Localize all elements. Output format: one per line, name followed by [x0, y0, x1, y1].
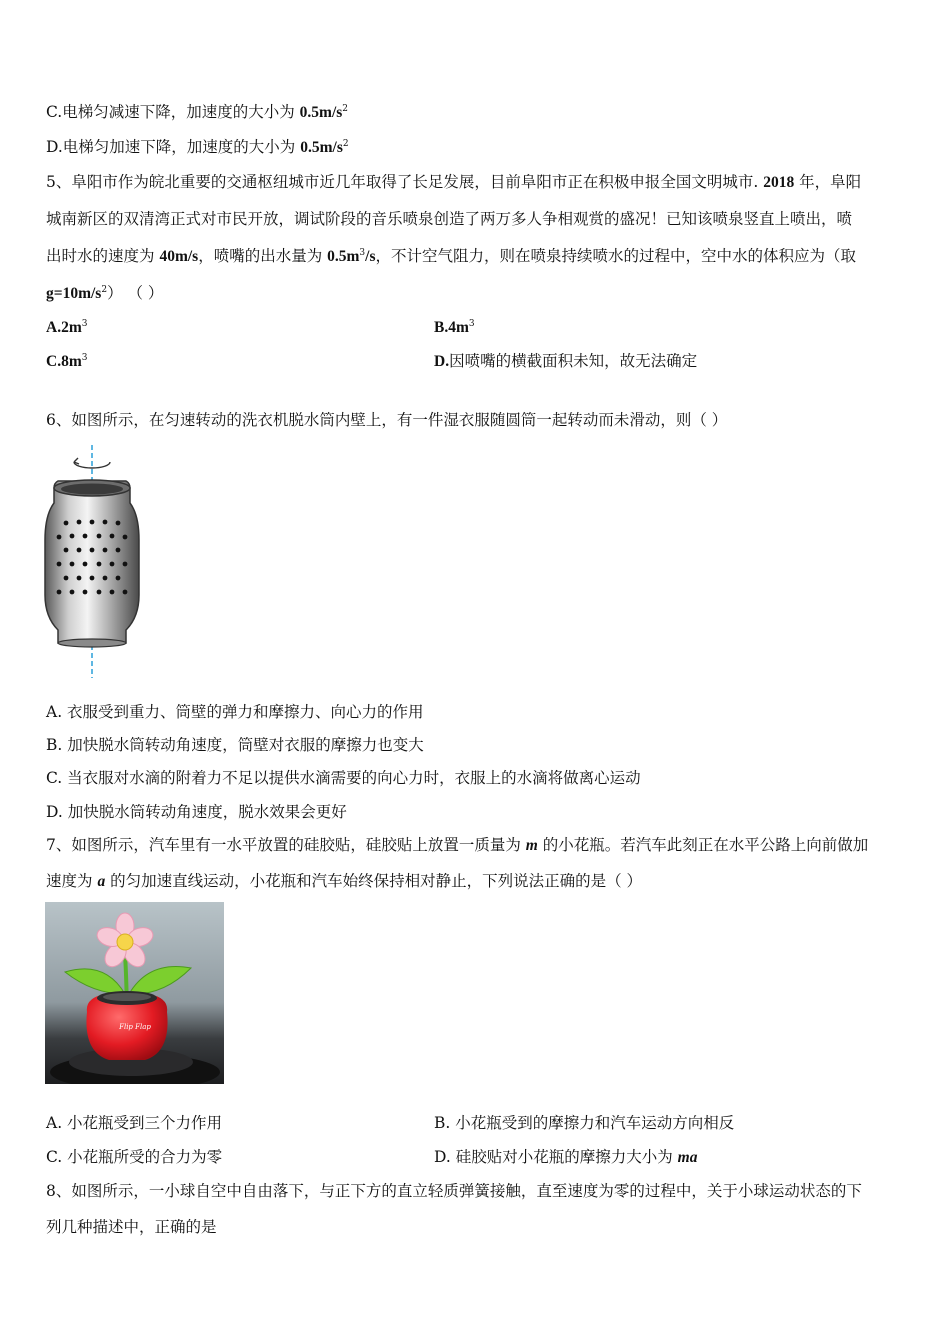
q6-option-c: C. 当衣服对水滴的附着力不足以提供水滴需要的向心力时，衣服上的水滴将做离心运动	[46, 769, 641, 787]
q5-stem-line-2: 城南新区的双清湾正式对市民开放，调试阶段的音乐喷泉创造了两万多人争相观赏的盛况！已知该喷泉竖直上喷出，喷	[46, 210, 853, 228]
q4-option-d: D.电梯匀加速下降，加速度的大小为 $0.5m/s^2$	[46, 138, 349, 156]
q7-option-b: B. 小花瓶受到的摩擦力和汽车运动方向相反	[434, 1114, 735, 1132]
q7-option-a: A. 小花瓶受到三个力作用	[46, 1114, 223, 1132]
q5-stem-line-4: $g=10m/s^2$） （ ）	[46, 284, 164, 302]
q5-option-a: $A.2m^3$	[46, 319, 88, 336]
pot-label: Flip Flap	[119, 1023, 151, 1031]
q5-stem-line-3: 出时水的速度为 40m/s，喷嘴的出水量为 $0.5m^3/s$，不计空气阻力，则在喷泉持续喷水的过程中，空中水的体积应为（取	[46, 247, 857, 265]
q7-stem-line-2: 速度为 a 的匀加速直线运动，小花瓶和汽车始终保持相对静止，下列说法正确的是（ ）	[46, 872, 643, 890]
flower-pot-photo	[45, 902, 224, 1084]
q7-stem-line-1: 7、如图所示，汽车里有一水平放置的硅胶贴，硅胶贴上放置一质量为 m 的小花瓶。若汽车此刻正在水平公路上向前做加	[46, 836, 869, 854]
q6-option-a: A. 衣服受到重力、筒壁的弹力和摩擦力、向心力的作用	[46, 703, 424, 721]
q6-stem: 6、如图所示，在匀速转动的洗衣机脱水筒内壁上，有一件湿衣服随圆筒一起转动而未滑动，则（ ）	[46, 411, 728, 429]
q7-option-d: D. 硅胶贴对小花瓶的摩擦力大小为 ma	[434, 1148, 698, 1166]
q5-option-c: $C.8m^3$	[46, 353, 88, 370]
q5-stem-line-1: 5、阜阳市作为皖北重要的交通枢纽城市近几年取得了长足发展，目前阜阳市正在积极申报全国文明城市. 2018 年，阜阳	[46, 173, 862, 191]
q6-option-d: D. 加快脱水筒转动角速度，脱水效果会更好	[46, 803, 347, 821]
q8-stem-line-2: 列几种描述中，正确的是	[46, 1218, 217, 1236]
spin-dryer-drum-figure	[44, 445, 144, 678]
q6-option-b: B. 加快脱水筒转动角速度，筒壁对衣服的摩擦力也变大	[46, 736, 424, 754]
q8-stem-line-1: 8、如图所示，一小球自空中自由落下，与正下方的直立轻质弹簧接触，直至速度为零的过程中，关于小球运动状态的下	[46, 1182, 862, 1200]
q5-option-d: D.因喷嘴的横截面积未知，故无法确定	[434, 352, 698, 370]
q4-option-c: C.电梯匀减速下降，加速度的大小为 $0.5m/s^2$	[46, 103, 349, 121]
q7-option-c: C. 小花瓶所受的合力为零	[46, 1148, 223, 1166]
q5-option-b: $B.4m^3$	[434, 319, 475, 336]
